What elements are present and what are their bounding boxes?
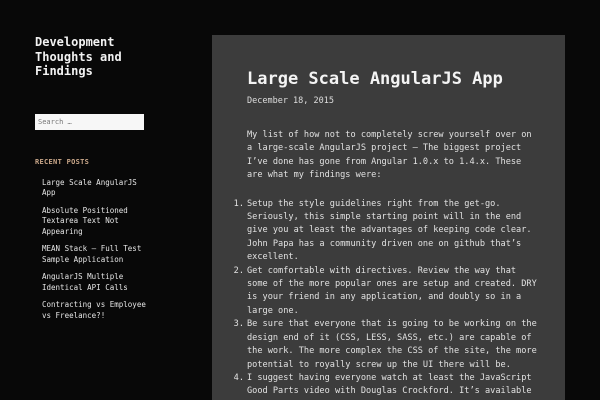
post-content bbox=[233, 129, 537, 399]
recent-post-link[interactable]: Contracting vs Employee vs Freelance?! bbox=[42, 300, 146, 320]
item-text: Get comfortable with directives. Review the way that some of the more popular ones are setup and created. DRY is your friend in any application, and doubly so in a large one. bbox=[247, 265, 537, 316]
post-intro: My list of how not to completely screw yourself over on a large-scale AngularJS project – The biggest project I’ve done has gone from Angular 1.0.x to 1.4.x. These are what my findings were: bbox=[247, 130, 532, 181]
recent-post-link[interactable]: Large Scale AngularJS App bbox=[42, 177, 137, 197]
item-number: 4. bbox=[233, 372, 244, 383]
search-input[interactable] bbox=[35, 114, 144, 130]
post-panel bbox=[212, 35, 565, 400]
recent-post-link[interactable]: MEAN Stack – Full Test Sample Application bbox=[42, 244, 142, 264]
sidebar bbox=[35, 35, 145, 328]
recent-post-link[interactable]: Absolute Positioned Textarea Text Not Appearing bbox=[42, 205, 128, 236]
recent-posts-heading: RECENT POSTS bbox=[35, 157, 90, 166]
finding-item bbox=[233, 265, 537, 319]
item-number: 3. bbox=[233, 319, 244, 330]
finding-item bbox=[233, 318, 537, 372]
item-text: Setup the style guidelines right from the get-go. Seriously, this simple starting point will in the end give you at least the advantages of keeping code clear. John Papa has a community driven one on github that’s excellent. bbox=[247, 198, 532, 263]
post-title[interactable]: Large Scale AngularJS App bbox=[247, 69, 503, 89]
item-text: Be sure that everyone that is going to be working on the design end of it (CSS, LESS, SASS, etc.) are capable of the work. The more complex the CSS of the site, the more potential to royally screw up the UI there will be. bbox=[247, 319, 537, 370]
item-number: 2. bbox=[233, 265, 244, 276]
post-date[interactable]: December 18, 2015 bbox=[247, 96, 334, 106]
item-text: I suggest having everyone watch at least the JavaScript Good Parts video with Douglas Crockford. It’s available bbox=[247, 372, 532, 397]
finding-item bbox=[233, 372, 537, 399]
recent-posts-list bbox=[42, 178, 145, 322]
finding-item bbox=[233, 198, 537, 265]
item-number: 1. bbox=[233, 198, 244, 209]
recent-post-link[interactable]: AngularJS Multiple Identical API Calls bbox=[42, 272, 128, 292]
site-title[interactable]: Development Thoughts and Findings bbox=[35, 35, 122, 78]
findings-list bbox=[233, 198, 537, 399]
